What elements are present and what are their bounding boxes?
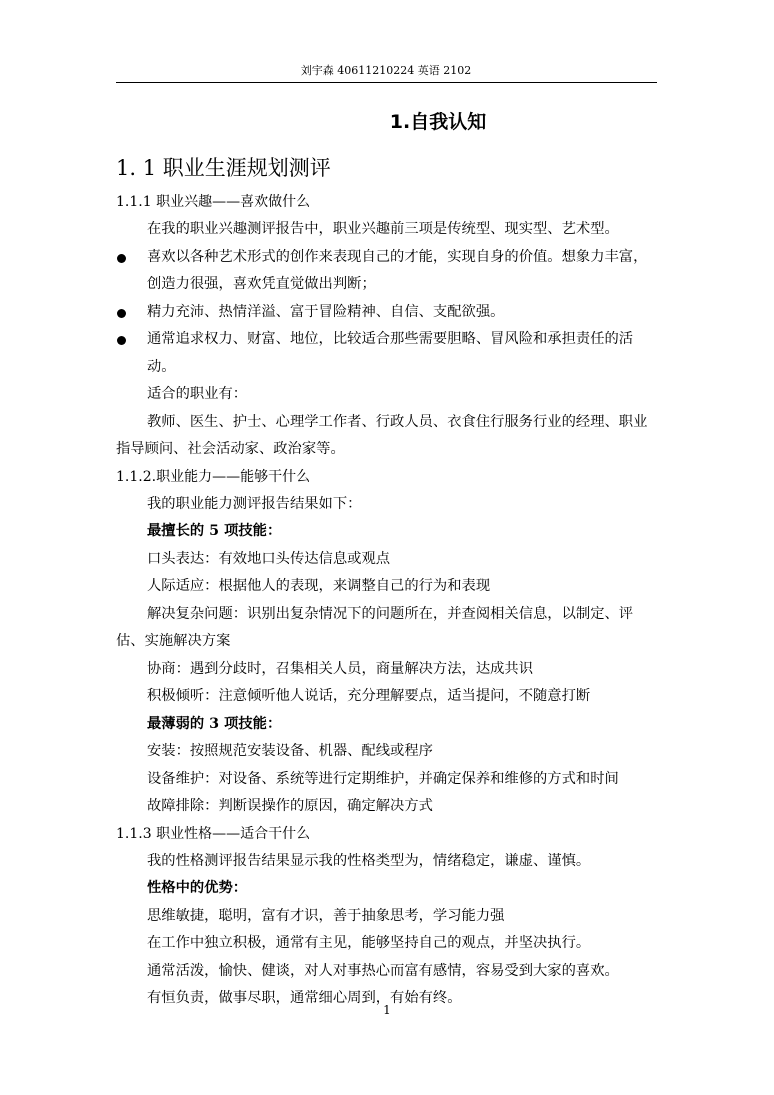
- bullet-item: [116, 299, 660, 327]
- header-rule: [116, 82, 657, 83]
- section-heading-1-1: 1. 1 职业生涯规划测评: [116, 156, 331, 180]
- bullet-icon: [117, 309, 126, 318]
- strong-skill-item: 人际适应：根据他人的表现，来调整自己的行为和表现: [147, 578, 491, 594]
- personality-intro: 我的性格测评报告结果显示我的性格类型为，情绪稳定，谦虚、谨慎。: [147, 852, 591, 869]
- strength-item: 通常活泼，愉快、健谈，对人对事热心而富有感情，容易受到大家的喜欢。: [147, 962, 619, 979]
- strong-skill-item: 解决复杂问题：识别出复杂情况下的问题所在，并查阅相关信息，以制定、评估、实施解决方案: [116, 605, 634, 649]
- bullet-text: 精力充沛、热情洋溢、富于冒险精神、自信、支配欲强。: [147, 303, 505, 320]
- weak-skill-item: 故障排除：判断误操作的原因，确定解决方式: [147, 798, 433, 814]
- strength-item: 思维敏捷，聪明，富有才识，善于抽象思考，学习能力强: [147, 907, 505, 924]
- bullet-item: [116, 326, 660, 381]
- strong-skill-item: 协商：遇到分歧时，召集相关人员，商量解决方法，达成共识: [147, 660, 534, 677]
- strong-skills-label: 最擅长的 5 项技能：: [147, 523, 282, 539]
- bullet-text: 通常追求权力、财富、地位，比较适合那些需要胆略、冒风险和承担责任的活动。: [147, 331, 634, 375]
- ability-intro: 我的职业能力测评报告结果如下：: [147, 495, 362, 512]
- document-body: [116, 104, 660, 1013]
- bullet-icon: [117, 254, 126, 263]
- weak-skill-item: 设备维护：对设备、系统等进行定期维护，并确定保养和维修的方式和时间: [147, 770, 619, 787]
- page-number: 1: [383, 1003, 391, 1017]
- suitable-list: 教师、医生、护士、心理学工作者、行政人员、衣食住行服务行业的经理、职业指导顾问、社会活动家、政治家等。: [116, 413, 648, 457]
- interest-intro: 在我的职业兴趣测评报告中，职业兴趣前三项是传统型、现实型、艺术型。: [147, 221, 619, 237]
- bullet-text: 喜欢以各种艺术形式的创作来表现自己的才能，实现自身的价值。想象力丰富，创造力很强，喜欢凭直觉做出判断；: [147, 248, 648, 292]
- strength-item: 在工作中独立积极，通常有主见，能够坚持自己的观点，并坚决执行。: [147, 935, 591, 951]
- strength-item: 有恒负责，做事尽职，通常细心周到，有始有终。: [147, 990, 462, 1006]
- bullet-item: [116, 244, 660, 299]
- weak-skill-item: 安装：按照规范安装设备、机器、配线或程序: [147, 743, 433, 759]
- strong-skill-item: 口头表达：有效地口头传达信息或观点: [147, 550, 391, 567]
- section-heading-1-1-3: 1.1.3 职业性格——适合干什么: [116, 825, 311, 842]
- section-heading-1-1-1: 1.1.1 职业兴趣——喜欢做什么: [116, 194, 311, 210]
- weak-skills-label: 最薄弱的 3 项技能：: [147, 715, 282, 732]
- document-title: 1.自我认知: [389, 111, 487, 133]
- bullet-icon: [117, 336, 126, 345]
- suitable-label: 适合的职业有：: [147, 386, 248, 402]
- strong-skill-item: 积极倾听：注意倾听他人说话，充分理解要点，适当提问，不随意打断: [147, 688, 591, 704]
- section-heading-1-1-2: 1.1.2.职业能力——能够干什么: [116, 468, 311, 485]
- strengths-label: 性格中的优势：: [147, 880, 248, 896]
- page-header: 刘宇森 40611210224 英语 2102: [300, 64, 472, 77]
